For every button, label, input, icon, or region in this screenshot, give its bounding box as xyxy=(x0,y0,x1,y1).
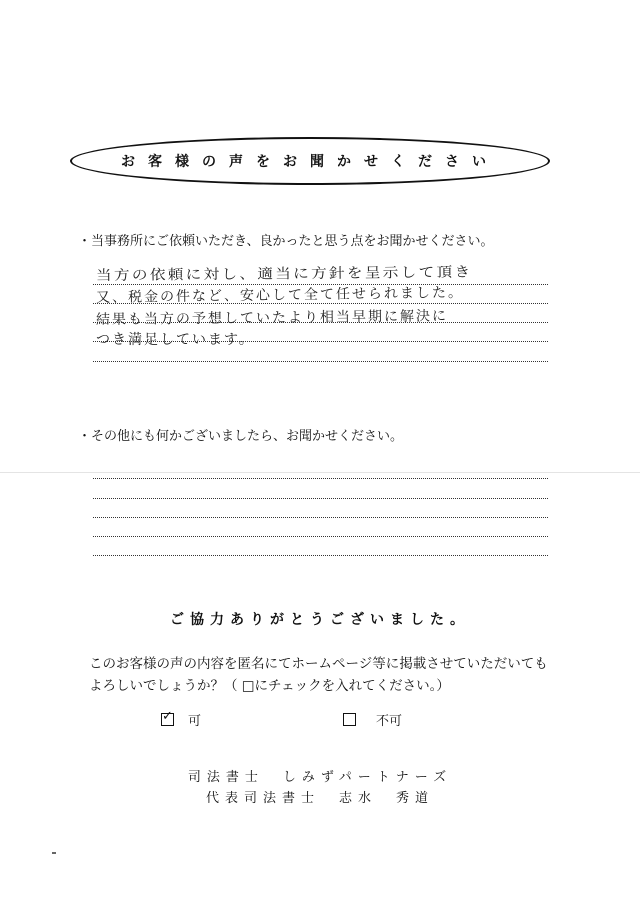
checkbox-yes[interactable] xyxy=(161,709,174,726)
answer-line xyxy=(93,536,548,537)
checkbox-no[interactable] xyxy=(343,713,356,726)
scan-fold-line xyxy=(0,472,640,473)
page-title: お客様の声をお聞かせください xyxy=(121,154,499,170)
handwritten-answer-line: 又、税金の件など、安心して全て任せられました。 xyxy=(95,284,465,306)
option-no[interactable] xyxy=(343,710,402,729)
answer-line xyxy=(93,517,548,518)
option-yes[interactable] xyxy=(161,710,201,729)
answer-line xyxy=(93,361,548,362)
office-name: 司法書士 しみずパートナーズ xyxy=(187,770,453,785)
option-yes-label: 可 xyxy=(188,714,202,729)
answer-line xyxy=(93,498,548,499)
consent-question: このお客様の声の内容を匿名にてホームページ等に掲載させていただいてもよろしいでしょうか？（ □にチェックを入れてください。） xyxy=(89,656,548,694)
option-no-label: 不可 xyxy=(376,714,403,729)
checkmark-icon: ✓ xyxy=(162,709,173,724)
handwritten-answer-line: 当方の依頼に対し、適当に方針を呈示して頂き xyxy=(95,264,473,284)
title-oval xyxy=(70,137,550,185)
question-1: ・当事務所にご依頼いただき、良かったと思う点をお聞かせください。 xyxy=(78,234,494,249)
handwritten-answer-line: つき満足しています。 xyxy=(96,332,255,348)
representative-name: 代表司法書士 志水 秀道 xyxy=(205,791,434,806)
thank-you-message: ご協力ありがとうございました。 xyxy=(170,612,470,628)
answer-line xyxy=(93,478,548,479)
question-2: ・その他にも何かございましたら、お聞かせください。 xyxy=(78,429,404,444)
scan-speck xyxy=(52,852,56,854)
handwritten-answer-line: 結果も当方の予想していたより相当早期に解決に xyxy=(95,308,449,328)
answer-line xyxy=(93,555,548,556)
